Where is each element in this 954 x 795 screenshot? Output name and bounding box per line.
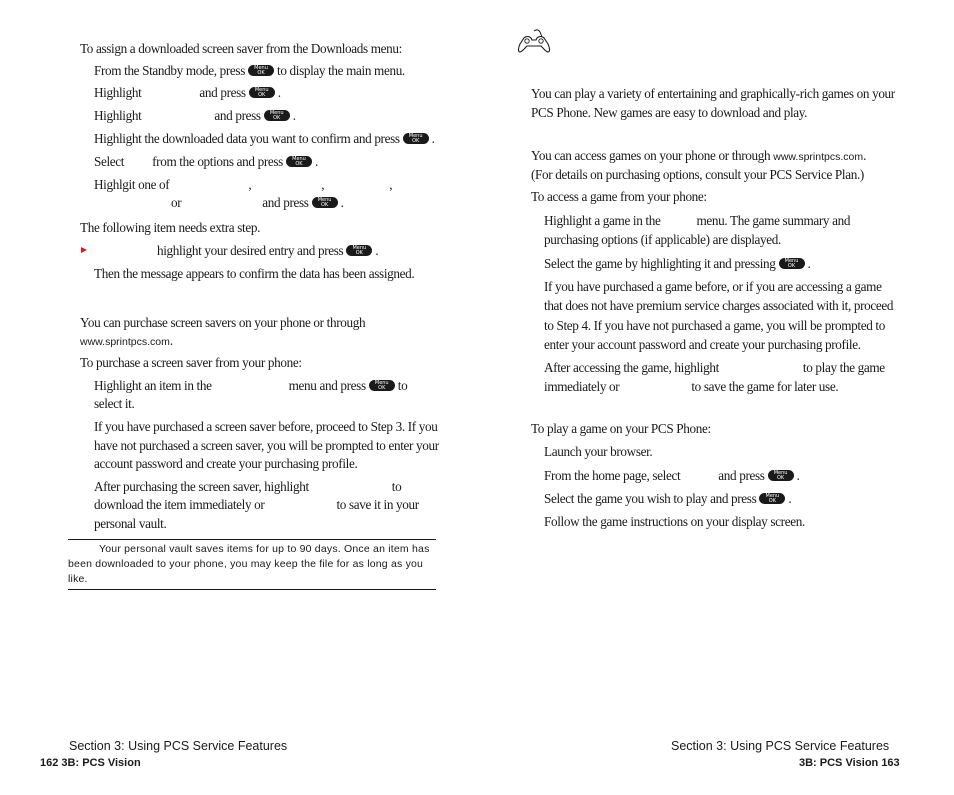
menu-ok-key-icon: Menu OK xyxy=(312,197,338,208)
text: You can access games on your phone or through xyxy=(531,148,771,163)
text: From the home page, select xyxy=(544,468,681,483)
note-bottom-rule xyxy=(68,589,436,590)
text: Highlight xyxy=(94,108,142,123)
text: Highlight xyxy=(94,85,142,100)
text: to save it in your xyxy=(336,497,419,512)
assign-intro: To assign a downloaded screen saver from the Downloads menu: xyxy=(80,41,402,56)
purchase-step-3-l1 xyxy=(94,477,401,496)
footer-section: Section 3: Using PCS Service Features xyxy=(671,739,890,753)
menu-ok-key-icon: Menu OK xyxy=(286,156,312,167)
text: to save the game for later use. xyxy=(691,379,839,394)
purchase-step-2-l1: If you have purchased a screen saver before, proceed to Step 3. If you xyxy=(94,419,438,434)
text: After accessing the game, highlight xyxy=(544,360,719,375)
access-step-3-l2: that does not have premium service charges associated with it, proceed xyxy=(544,298,894,313)
note-text xyxy=(68,542,438,587)
text: and press xyxy=(214,108,261,123)
purchase-howto: To purchase a screen saver from your phone: xyxy=(80,355,302,370)
text: After purchasing the screen saver, highlight xyxy=(94,479,309,494)
assign-step-3: Highlight and press Menu OK . xyxy=(94,108,296,123)
text: Your personal vault saves items for up to 90 days. Once an item has been downloaded to your phone, you may keep the file for as long as you like. xyxy=(68,543,430,585)
access-step-4-l1 xyxy=(544,358,885,377)
text: menu and press xyxy=(288,378,366,393)
text: highlight your desired entry and press xyxy=(157,243,344,258)
menu-ok-key-icon: Menu OK xyxy=(403,133,429,144)
menu-ok-key-icon: Menu OK xyxy=(779,258,805,269)
games-intro-l1: You can play a variety of entertaining and graphically-rich games on your xyxy=(531,86,895,101)
text: Highlight a game in the xyxy=(544,213,661,228)
access-step-1-l2: purchasing options (if applicable) are displayed. xyxy=(544,232,781,247)
menu-ok-key-icon: Menu OK xyxy=(346,245,372,256)
text: Highlight an item in the xyxy=(94,378,212,393)
play-step-3: Select the game you wish to play and press Menu OK . xyxy=(544,491,792,506)
assign-step-5: Select from the options and press Menu OK . xyxy=(94,154,318,169)
game-controller-icon xyxy=(517,28,551,56)
text: immediately or xyxy=(544,379,620,394)
assign-step-2: Highlight and press Menu OK . xyxy=(94,85,281,100)
purchase-step-1 xyxy=(94,376,407,395)
access-intro: You can access games on your phone or through www.sprintpcs.com. xyxy=(531,148,867,163)
text: Select xyxy=(94,154,125,169)
games-intro-l2: PCS Phone. New games are easy to download and play. xyxy=(531,105,808,120)
assign-step-6: Highlgit one of , , , xyxy=(94,177,393,192)
play-step-1: Launch your browser. xyxy=(544,444,653,459)
footer-page-number: 162 3B: PCS Vision xyxy=(40,757,141,769)
text: menu. The game summary and xyxy=(696,213,851,228)
assign-step-4: Highlight the downloaded data you want to confirm and press Menu OK . xyxy=(94,131,435,146)
access-intro-l2: (For details on purchasing options, consult your PCS Service Plan.) xyxy=(531,167,864,182)
purchase-link-line: www.sprintpcs.com. xyxy=(80,333,173,348)
assign-step-6-cont: or and press Menu OK . xyxy=(171,195,344,210)
access-step-3-l3: to Step 4. If you have not purchased a game, you will be prompted to xyxy=(544,318,885,333)
extra-step-intro: The following item needs extra step. xyxy=(80,220,261,235)
right-page xyxy=(477,0,954,795)
menu-ok-key-icon: Menu OK xyxy=(248,65,274,76)
play-step-4: Follow the game instructions on your display screen. xyxy=(544,514,805,529)
footer-section: Section 3: Using PCS Service Features xyxy=(69,739,288,753)
purchase-step-2-l3: account password and create your purchasing profile. xyxy=(94,456,358,471)
text: and press xyxy=(262,195,309,210)
menu-ok-key-icon: Menu OK xyxy=(759,493,785,504)
access-step-1-l1 xyxy=(544,211,850,230)
text: to xyxy=(391,479,402,494)
text: to play the game xyxy=(802,360,885,375)
access-step-3-l4: enter your account password and create your purchasing profile. xyxy=(544,337,861,352)
footer-page-number: 3B: PCS Vision 163 xyxy=(799,757,900,769)
confirm-line: Then the message appears to confirm the data has been assigned. xyxy=(94,266,415,281)
menu-ok-key-icon: Menu OK xyxy=(768,470,794,481)
purchase-step-1-cont: select it. xyxy=(94,396,135,411)
text: or xyxy=(171,195,182,210)
play-step-2: From the home page, select and press Menu OK . xyxy=(544,468,800,483)
text: and press xyxy=(718,468,765,483)
sprintpcs-link[interactable]: www.sprintpcs.com xyxy=(80,336,170,348)
purchase-step-3-l2 xyxy=(94,495,419,514)
purchase-step-3-l3: personal vault. xyxy=(94,516,167,531)
text: to xyxy=(397,378,408,393)
access-step-2: Select the game by highlighting it and pressing Menu OK . xyxy=(544,256,811,271)
text: Highlgit one of xyxy=(94,177,170,192)
text: download the item immediately or xyxy=(94,497,265,512)
text: From the Standby mode, press xyxy=(94,63,246,78)
text: Select the game you wish to play and press xyxy=(544,491,757,506)
note-top-rule xyxy=(68,539,436,540)
text: and press xyxy=(199,85,246,100)
menu-ok-key-icon: Menu OK xyxy=(264,110,290,121)
access-howto: To access a game from your phone: xyxy=(531,189,707,204)
menu-ok-key-icon: Menu OK xyxy=(369,380,395,391)
text: to display the main menu. xyxy=(277,63,405,78)
purchase-intro: You can purchase screen savers on your phone or through xyxy=(80,315,366,330)
bullet-arrow-icon xyxy=(81,247,87,253)
text: from the options and press xyxy=(152,154,283,169)
text: Select the game by highlighting it and pressing xyxy=(544,256,776,271)
purchase-step-2-l2: have not purchased a screen saver, you will be prompted to enter your xyxy=(94,438,439,453)
text: Highlight the downloaded data you want to confirm and press xyxy=(94,131,400,146)
sprintpcs-link[interactable]: www.sprintpcs.com xyxy=(773,151,864,163)
menu-ok-key-icon: Menu OK xyxy=(249,87,275,98)
access-step-3-l1: If you have purchased a game before, or if you are accessing a game xyxy=(544,279,882,294)
access-step-4-l2 xyxy=(544,377,838,396)
assign-step-1 xyxy=(94,61,405,80)
extra-step-item: highlight your desired entry and press Menu OK . xyxy=(157,243,379,258)
play-howto: To play a game on your PCS Phone: xyxy=(531,421,711,436)
